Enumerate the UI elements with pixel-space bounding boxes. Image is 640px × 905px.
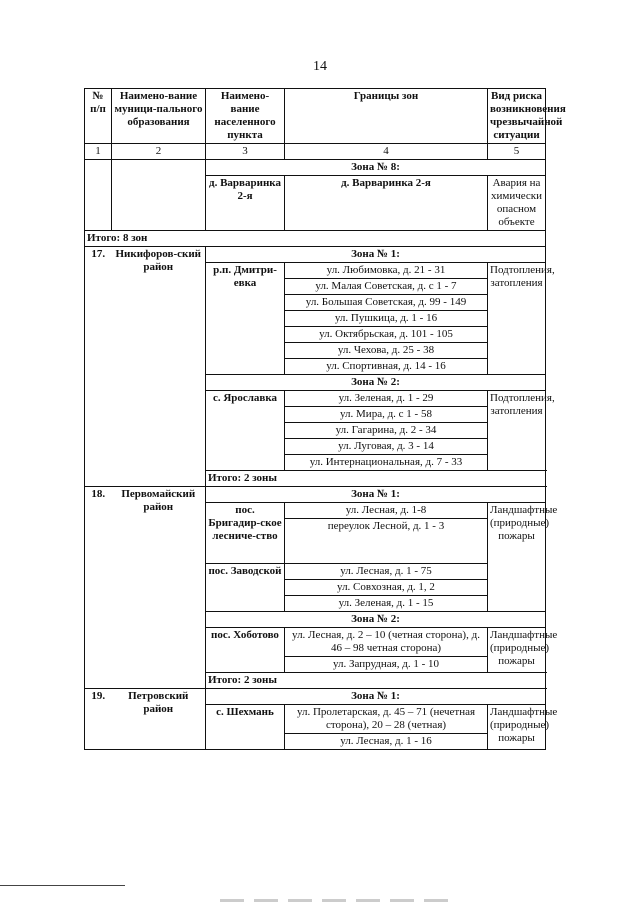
risk-cell: Подтопления, затопления	[488, 263, 546, 375]
street-cell: переулок Лесной, д. 1 - 3	[285, 519, 488, 564]
risk-zones-table	[84, 88, 566, 750]
municipality-cell	[112, 160, 206, 231]
header-row	[85, 89, 546, 144]
number-cell	[85, 160, 112, 231]
page-number: 14	[313, 59, 327, 74]
street-cell: ул. Совхозная, д. 1, 2	[285, 580, 488, 596]
municipality-cell: Петровский район	[112, 689, 206, 750]
street-cell: ул. Луговая, д. 3 - 14	[285, 439, 488, 455]
settlement-cell: пос. Хоботово	[206, 628, 285, 673]
zone-heading: Зона № 2:	[206, 612, 546, 628]
number-cell: 19.	[85, 689, 112, 750]
header-zone-borders: Границы зон	[285, 89, 488, 144]
street-cell: ул. Пролетарская, д. 45 – 71 (нечетная сторона), 20 – 28 (четная)	[285, 705, 488, 734]
street-cell: ул. Большая Советская, д. 99 - 149	[285, 295, 488, 311]
street-cell: ул. Зеленая, д. 1 - 15	[285, 596, 488, 612]
zone-heading: Зона № 1:	[206, 487, 546, 503]
street-cell: ул. Гагарина, д. 2 - 34	[285, 423, 488, 439]
numbering-row	[85, 144, 546, 160]
settlement-cell: пос. Заводской	[206, 564, 285, 612]
risk-cell: Подтопления, затопления	[488, 391, 546, 471]
street-cell: ул. Малая Советская, д. с 1 - 7	[285, 279, 488, 295]
settlement-cell: пос. Бригадир-ское лесниче-ство	[206, 503, 285, 564]
risk-cell: Ландшафтные (природные) пожары	[488, 628, 546, 673]
street-cell: ул. Мира, д. с 1 - 58	[285, 407, 488, 423]
header-settlement: Наимено-вание населенного пункта	[206, 89, 285, 144]
settlement-cell: с. Шехмань	[206, 705, 285, 750]
street-cell: ул. Лесная, д. 1 - 16	[285, 734, 488, 750]
municipality-cell: Никифоров-ский район	[112, 247, 206, 487]
street-cell: ул. Зеленая, д. 1 - 29	[285, 391, 488, 407]
footnote-divider	[0, 885, 125, 886]
scan-artifact	[220, 899, 450, 902]
street-cell: ул. Октябрьская, д. 101 - 105	[285, 327, 488, 343]
risk-cell: Авария на химически опасном объекте	[488, 176, 546, 231]
number-cell: 18.	[85, 487, 112, 689]
zone-heading: Зона № 1:	[206, 689, 546, 705]
header-risk-type: Вид риска возникновения чрезвычайной ситуации	[488, 89, 546, 144]
number-cell: 17.	[85, 247, 112, 487]
section-total: Итого: 2 зоны	[206, 471, 546, 487]
settlement-cell: с. Ярославка	[206, 391, 285, 471]
numbering-cell: 4	[285, 144, 488, 160]
street-cell: ул. Лесная, д. 2 – 10 (четная сторона), д. 46 – 98 четная сторона)	[285, 628, 488, 657]
street-cell: ул. Интернациональная, д. 7 - 33	[285, 455, 488, 471]
zone-heading: Зона № 1:	[206, 247, 546, 263]
section-total: Итого: 8 зон	[85, 231, 546, 247]
numbering-cell: 1	[85, 144, 112, 160]
section-total: Итого: 2 зоны	[206, 673, 546, 689]
settlement-cell: д. Варваринка 2-я	[206, 176, 285, 231]
risk-cell: Ландшафтные (природные) пожары	[488, 705, 546, 750]
zone-heading: Зона № 2:	[206, 375, 546, 391]
street-cell: ул. Любимовка, д. 21 - 31	[285, 263, 488, 279]
municipality-cell: Первомайский район	[112, 487, 206, 689]
zone-heading: Зона № 8:	[206, 160, 546, 176]
street-cell: ул. Чехова, д. 25 - 38	[285, 343, 488, 359]
header-number: № п/п	[85, 89, 112, 144]
numbering-cell: 2	[112, 144, 206, 160]
street-cell: ул. Запрудная, д. 1 - 10	[285, 657, 488, 673]
risk-cell: Ландшафтные (природные) пожары	[488, 503, 546, 612]
settlement-cell: р.п. Дмитри-евка	[206, 263, 285, 375]
street-cell: д. Варваринка 2-я	[285, 176, 488, 231]
street-cell: ул. Спортивная, д. 14 - 16	[285, 359, 488, 375]
header-municipality: Наимено-вание муници-пального образования	[112, 89, 206, 144]
street-cell: ул. Пушкица, д. 1 - 16	[285, 311, 488, 327]
street-cell: ул. Лесная, д. 1 - 75	[285, 564, 488, 580]
street-cell: ул. Лесная, д. 1-8	[285, 503, 488, 519]
numbering-cell: 3	[206, 144, 285, 160]
numbering-cell: 5	[488, 144, 546, 160]
